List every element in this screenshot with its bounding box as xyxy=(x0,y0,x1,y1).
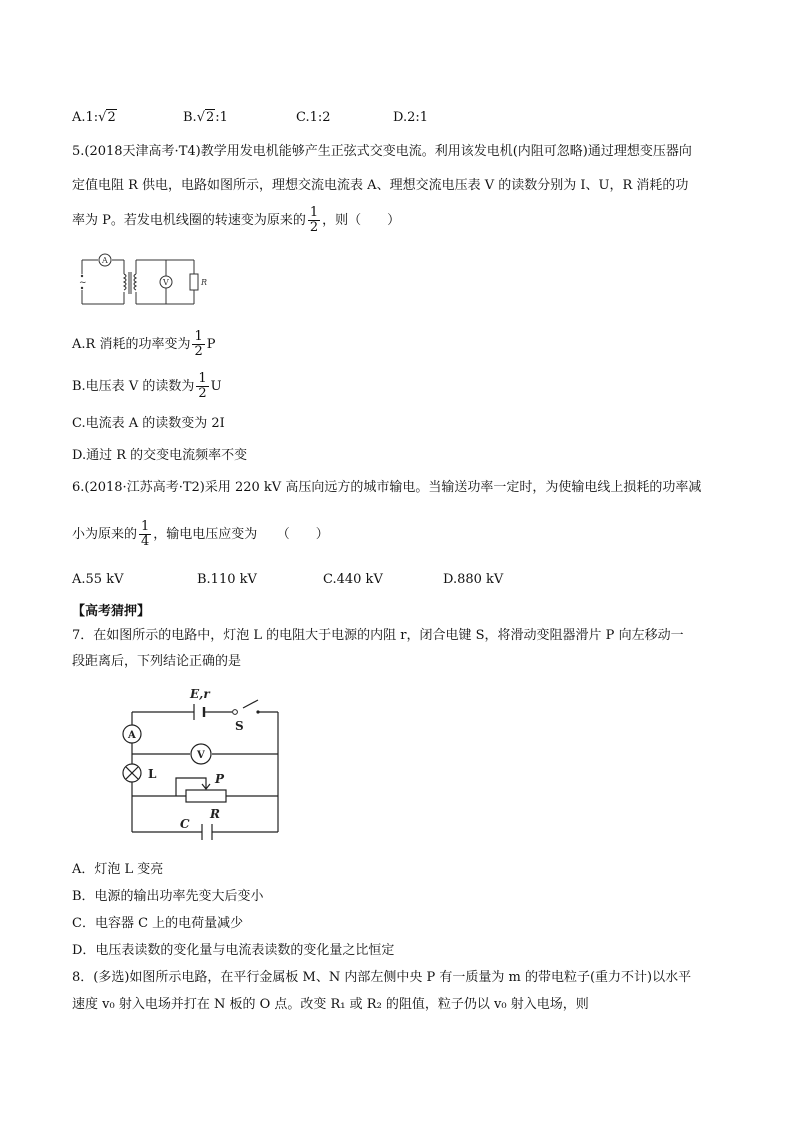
q7-line-2: 段距离后，下列结论正确的是 xyxy=(72,654,242,669)
voltmeter-icon xyxy=(191,744,211,764)
q4-option-a-prefix: A.1: xyxy=(72,110,99,125)
q7-option-c: C．电容器 C 上的电荷量减少 xyxy=(72,916,244,931)
slider-label: P xyxy=(215,772,225,786)
q6-line-2 xyxy=(72,520,329,549)
ammeter-icon xyxy=(123,725,141,743)
q7-option-b: B．电源的输出功率先变大后变小 xyxy=(72,889,264,904)
voltmeter-label: V xyxy=(163,278,169,287)
q7-option-a: A．灯泡 L 变亮 xyxy=(72,862,164,877)
ac-source-icon xyxy=(79,275,87,289)
ammeter-label: A xyxy=(128,730,136,741)
section-heading: 【高考猜押】 xyxy=(72,604,151,619)
q5-option-d: D.通过 R 的交变电流频率不变 xyxy=(72,448,248,463)
q6-line-2-text: 小为原来的 xyxy=(72,527,138,542)
fraction-denominator: 2 xyxy=(194,344,203,359)
q5-line-3-tail: ，则（ ） xyxy=(322,213,401,228)
q6-line-2-tail: ，输电电压应变为 （ ） xyxy=(153,527,329,542)
battery-icon xyxy=(190,704,208,720)
lamp-label: L xyxy=(148,767,157,781)
q5-circuit-diagram xyxy=(74,252,214,312)
switch-icon xyxy=(233,710,260,715)
ammeter-label: A xyxy=(102,256,108,265)
q4-option-d: D.2:1 xyxy=(393,110,429,125)
q5-option-b xyxy=(72,372,222,401)
fraction-denominator: 4 xyxy=(141,534,150,549)
q6-option-d: D.880 kV xyxy=(443,572,504,587)
fraction xyxy=(196,372,208,401)
fraction-numerator: 1 xyxy=(194,329,203,344)
resistor-label: R xyxy=(201,278,208,287)
switch-label: S xyxy=(235,719,244,733)
q5-line-3 xyxy=(72,206,400,235)
ammeter-icon xyxy=(99,254,111,266)
q5-line-2: 定值电阻 R 供电，电路如图所示，理想交流电流表 A、理想交流电压表 V 的读数分别为 I、U，R 消耗的功 xyxy=(72,178,689,193)
q8-line-2: 速度 v₀ 射入电场并打在 N 板的 O 点。改变 R₁ 或 R₂ 的阻值，粒子仍以 v₀ 射入电场，则 xyxy=(72,997,589,1012)
q7-circuit-diagram xyxy=(110,680,300,850)
q7-option-d: D．电压表读数的变化量与电流表读数的变化量之比恒定 xyxy=(72,943,395,958)
q6-line-1: 6.(2018·江苏高考·T2)采用 220 kV 高压向远方的城市输电。当输送功率一定时，为使输电线上损耗的功率减 xyxy=(72,480,702,495)
fraction-numerator: 1 xyxy=(309,205,319,220)
q5-option-a-text: A.R 消耗的功率变为 xyxy=(72,337,191,352)
voltmeter-label: V xyxy=(197,750,205,761)
q5-option-a-tail: P xyxy=(206,337,216,352)
q4-option-b-radicand: 2 xyxy=(205,110,215,125)
fraction-numerator: 1 xyxy=(198,371,207,386)
fraction-numerator: 1 xyxy=(141,519,150,534)
sqrt-symbol: √2 xyxy=(98,110,116,125)
fraction xyxy=(139,520,151,549)
q5-line-1: 5.(2018天津高考·T4)教学用发电机能够产生正弦式交变电流。利用该发电机(内阻可忽略)通过理想变压器向 xyxy=(72,144,692,159)
q6-option-a: A.55 kV xyxy=(72,572,124,587)
fraction-denominator: 2 xyxy=(198,386,207,401)
fraction-denominator: 2 xyxy=(309,220,319,235)
q7-line-1: 7．在如图所示的电路中，灯泡 L 的电阻大于电源的内阻 r，闭合电键 S，将滑动变阻器滑片 P 向左移动一 xyxy=(72,628,684,643)
fraction xyxy=(308,206,320,235)
q5-option-c: C.电流表 A 的读数变为 2I xyxy=(72,416,225,431)
fraction xyxy=(192,330,204,359)
q4-option-b-prefix: B. xyxy=(183,110,197,125)
source-label: E,r xyxy=(190,687,210,701)
q8-line-1: 8．(多选)如图所示电路，在平行金属板 M、N 内部左侧中央 P 有一质量为 m 的带电粒子(重力不计)以水平 xyxy=(72,970,692,985)
q4-option-a xyxy=(72,108,117,128)
q5-option-b-tail: U xyxy=(210,379,222,394)
q4-option-b xyxy=(183,108,228,128)
q4-option-a-radicand: 2 xyxy=(107,110,116,125)
q4-option-c: C.1:2 xyxy=(296,110,331,125)
voltmeter-icon xyxy=(160,276,172,288)
rheostat-label: R xyxy=(210,807,220,821)
q4-option-b-suffix: :1 xyxy=(215,110,228,125)
q5-option-b-text: B.电压表 V 的读数为 xyxy=(72,379,195,394)
q5-line-3-text: 率为 P。若发电机线圈的转速变为原来的 xyxy=(72,213,306,228)
lamp-icon xyxy=(123,764,141,782)
capacitor-label: C xyxy=(180,817,190,831)
svg-text:~: ~ xyxy=(79,278,87,288)
q6-option-c: C.440 kV xyxy=(323,572,383,587)
sqrt-symbol: √2 xyxy=(196,110,215,125)
q5-option-a xyxy=(72,330,215,359)
q6-option-b: B.110 kV xyxy=(197,572,257,587)
